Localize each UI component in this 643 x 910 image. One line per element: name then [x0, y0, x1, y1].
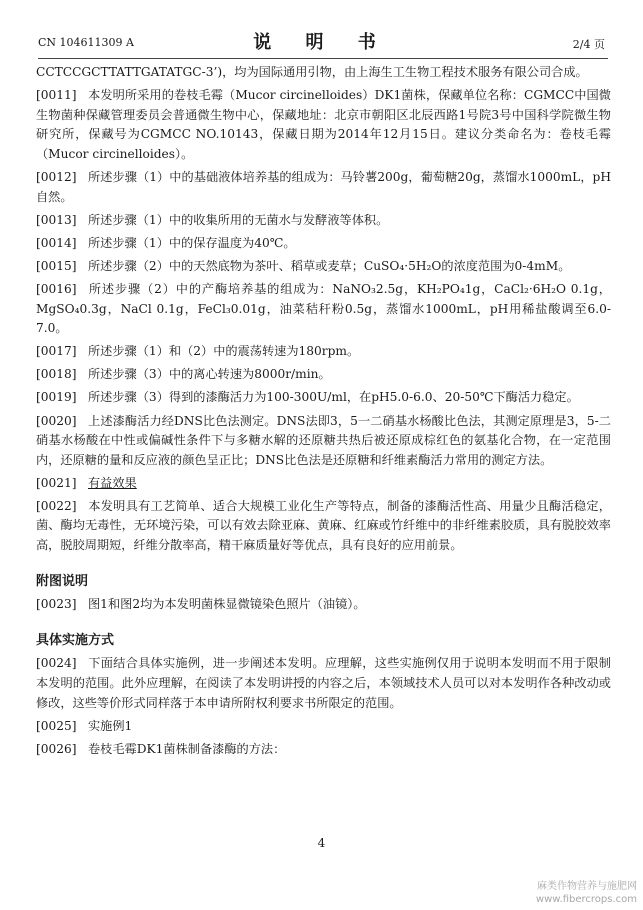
paragraph-text: 上述漆酶活力经DNS比色法测定。DNS法即3，5一二硝基水杨酸比色法，其测定原理是3，5-二硝基水杨酸在中性或偏碱性条件下与多糖水解的还原糖共热后被还原成棕红色的氨基化合物，在一定范围内，还原糖的量和反应液的颜色呈正比；DNS比色法是还原糖和纤维素酶活力常用的测定方法。 — [36, 413, 611, 467]
paragraph-text: 所述步骤（3）中的离心转速为8000r/min。 — [88, 367, 331, 382]
paragraph-number: [0019] — [36, 390, 77, 405]
page-number: 4 — [317, 836, 326, 850]
paragraph — [36, 740, 611, 760]
section-heading-embodiments: 具体实施方式 — [36, 632, 115, 648]
paragraph-number: [0026] — [36, 741, 77, 756]
paragraph — [36, 86, 611, 164]
document-body — [36, 63, 611, 763]
page-indicator: 2/4 页 — [572, 38, 605, 51]
paragraph-text: 所述步骤（1）和（2）中的震荡转速为180rpm。 — [88, 344, 360, 359]
paragraph — [36, 342, 611, 362]
paragraph-number: [0018] — [36, 367, 77, 382]
paragraph — [36, 388, 611, 408]
paragraph — [36, 257, 611, 277]
paragraph-number: [0024] — [36, 656, 77, 671]
patent-number: CN 104611309 A — [38, 36, 134, 49]
paragraph-text: 所述步骤（1）中的收集所用的无菌水与发酵液等体积。 — [88, 212, 389, 227]
paragraph-text: 所述步骤（2）中的天然底物为茶叶、稻草或麦草；CuSO₄·5H₂O的浓度范围为0-4mM。 — [88, 258, 571, 273]
paragraph-number: [0021] — [36, 475, 77, 490]
paragraph — [36, 595, 611, 615]
paragraph-number: [0011] — [36, 88, 77, 103]
paragraph — [36, 497, 611, 556]
watermark-site-name: 麻类作物营养与施肥网 — [537, 881, 637, 892]
paragraph-number: [0016] — [36, 281, 77, 296]
paragraph — [36, 474, 611, 494]
paragraph-text: 有益效果 — [88, 475, 137, 490]
paragraph-number: [0014] — [36, 235, 77, 250]
paragraph-group-figures — [36, 595, 611, 615]
paragraph — [36, 365, 611, 385]
paragraph — [36, 654, 611, 713]
paragraph-group-main — [36, 63, 611, 556]
paragraph-text: 下面结合具体实施例，进一步阐述本发明。应理解，这些实施例仅用于说明本发明而不用于限制本发明的范围。此外应理解，在阅读了本发明讲授的内容之后，本领域技术人员可以对本发明作各种改动或修改，这些等价形式同样落于本申请所附权利要求书所限定的范围。 — [36, 656, 611, 710]
paragraph-group-embodiments — [36, 654, 611, 759]
watermark-url: www.fibercrops.com — [535, 894, 637, 905]
paragraph-text: 所述步骤（1）中的基础液体培养基的组成为：马铃薯200g，葡萄糖20g，蒸馏水1000mL，pH自然。 — [36, 169, 611, 204]
paragraph — [36, 211, 611, 231]
paragraph-text: CCTCCGCTTATTGATATGC-3’)，均为国际通用引物，由上海生工生物工程技术服务有限公司合成。 — [36, 65, 588, 79]
paragraph-text: 卷枝毛霉DK1菌株制备漆酶的方法： — [88, 741, 286, 756]
paragraph-text: 所述步骤（1）中的保存温度为40℃。 — [88, 235, 296, 250]
paragraph-text: 图1和图2均为本发明菌株显微镜染色照片（油镜）。 — [88, 597, 366, 612]
paragraph — [36, 412, 611, 471]
paragraph-number: [0012] — [36, 169, 77, 184]
paragraph — [36, 717, 611, 737]
paragraph-number: [0020] — [36, 413, 77, 428]
section-heading-figures: 附图说明 — [36, 573, 89, 589]
paragraph-text: 本发明具有工艺简单、适合大规模工业化生产等特点，制备的漆酶活性高、用量少且酶活稳定，菌、酶均无毒性，无环境污染，可以有效去除亚麻、黄麻、红麻或竹纤维中的非纤维素胶质，具有脱胶效率高，脱胶周期短，纤维分散率高，精干麻质量好等优点，具有良好的应用前景。 — [36, 498, 611, 553]
paragraph-text: 所述步骤（3）得到的漆酶活力为100-300U/ml，在pH5.0-6.0、20-50℃下酶活力稳定。 — [88, 390, 579, 405]
paragraph-number: [0025] — [36, 718, 77, 733]
paragraph-number: [0023] — [36, 597, 77, 612]
paragraph — [36, 168, 611, 207]
paragraph-number: [0022] — [36, 498, 77, 513]
header-divider — [38, 58, 608, 59]
watermark — [536, 880, 637, 906]
paragraph-text: 实施例1 — [88, 718, 133, 733]
paragraph-text: 所述步骤（2）中的产酶培养基的组成为：NaNO₃2.5g，KH₂PO₄1g，CaCl₂·6H₂O 0.1g，MgSO₄0.3g，NaCl 0.1g，FeCl₃0.01g，油菜秸秆粉0.5g，蒸馏水1000mL，pH用稀盐酸调至6.0-7.0。 — [36, 281, 611, 336]
paragraph-number: [0015] — [36, 258, 77, 273]
paragraph — [36, 280, 611, 339]
paragraph-number: [0017] — [36, 344, 77, 359]
paragraph-text: 本发明所采用的卷枝毛霉（Mucor circinelloides）DK1菌株，保藏单位名称：CGMCC中国微生物菌种保藏管理委员会普通微生物中心，保藏地址：北京市朝阳区北辰西路1号院3号中国科学院微生物研究所，保藏号为CGMCC NO.10143，保藏日期为2014年12月15日。建议分类命名为：卷枝毛霉（Mucor circinelloides）。 — [36, 88, 611, 161]
paragraph — [36, 234, 611, 254]
page-header — [38, 26, 605, 54]
paragraph-number: [0013] — [36, 212, 77, 227]
document-title: 说 明 书 — [253, 32, 390, 53]
paragraph — [36, 63, 611, 83]
